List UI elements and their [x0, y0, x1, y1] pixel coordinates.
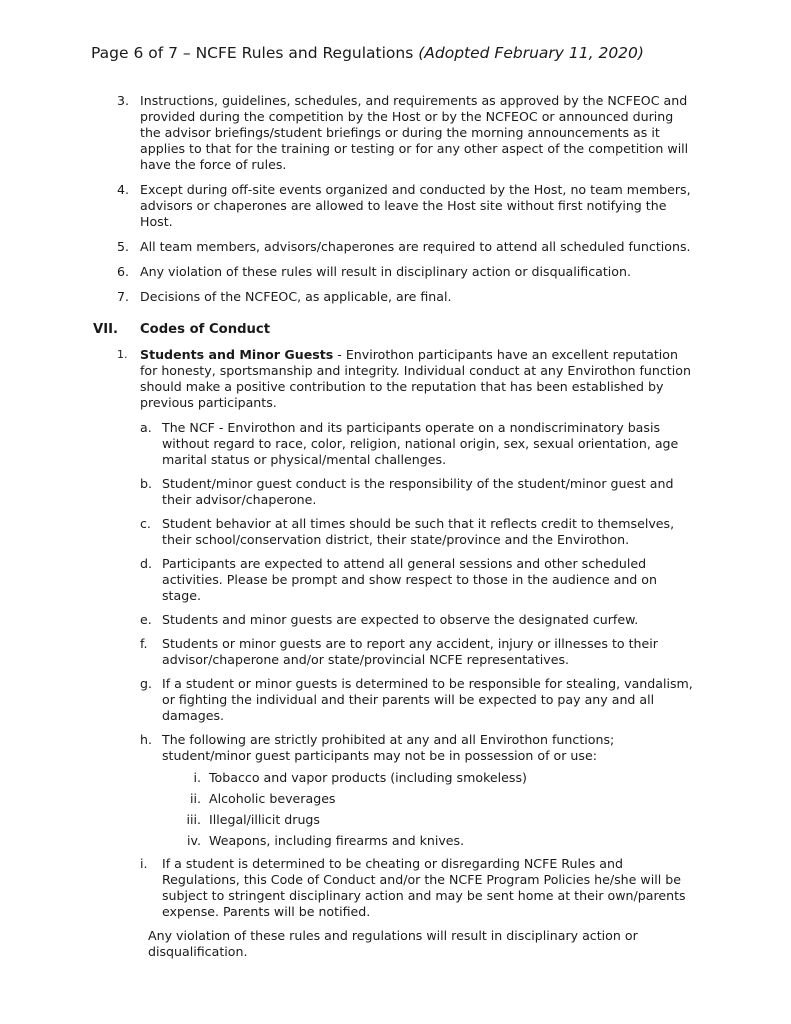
item-letter: b.	[140, 476, 152, 491]
item-letter: c.	[140, 516, 151, 531]
item-text: Student/minor guest conduct is the responsibility of the student/minor guest and their advisor/chaperone.	[162, 476, 674, 507]
rule-number: 4.	[117, 182, 130, 197]
rule-number: 3.	[117, 93, 130, 108]
conduct-item	[0, 476, 697, 508]
item-letter: a.	[140, 420, 152, 435]
conduct-item	[0, 556, 697, 604]
conduct-item	[0, 676, 697, 724]
rule-item	[0, 93, 696, 173]
conduct-item	[0, 420, 697, 468]
prohibited-list	[0, 770, 791, 849]
prohibited-text: Weapons, including firearms and knives.	[209, 833, 465, 848]
subsection-body: - Envirothon participants have an excellent reputation for honesty, sportsmanship and integrity. Individual conduct at any Envirothon function should make a positive contribution to the reputation that has been established by previous participants.	[140, 347, 691, 410]
rule-text: Instructions, guidelines, schedules, and requirements as approved by the NCFEOC and provided during the competition by the Host or by the NCFEOC or announced during the advisor briefings/student briefings or during the morning announcements as it applies to that for the training or testing or for any other aspect of the competition will have the force of rules.	[140, 93, 689, 172]
rule-text: Decisions of the NCFEOC, as applicable, are final.	[140, 289, 452, 304]
item-letter: h.	[140, 732, 152, 747]
document-body	[0, 93, 791, 960]
item-text: Students and minor guests are expected to observe the designated curfew.	[162, 612, 639, 627]
conduct-item	[0, 856, 697, 920]
item-letter: f.	[140, 636, 148, 651]
item-letter: i.	[140, 856, 148, 871]
header-title: Page 6 of 7 – NCFE Rules and Regulations	[91, 44, 419, 62]
section-title: Codes of Conduct	[140, 322, 271, 337]
item-text: Participants are expected to attend all general sessions and other scheduled activities. Please be prompt and show respect to those in the audience and on stage.	[162, 556, 657, 603]
item-text: If a student or minor guests is determined to be responsible for stealing, vandalism, or fighting the individual and their parents will be expected to pay any and all damages.	[162, 676, 693, 723]
prohibited-numeral: iv.	[187, 833, 201, 848]
rule-text: Any violation of these rules will result in disciplinary action or disqualification.	[140, 264, 631, 279]
subsection-text	[140, 347, 696, 411]
prohibited-numeral: i.	[193, 770, 201, 785]
page-header	[91, 43, 644, 63]
conduct-item	[0, 636, 697, 668]
header-adopted-date: (Adopted February 11, 2020)	[418, 44, 644, 62]
item-letter: e.	[140, 612, 152, 627]
rule-text: All team members, advisors/chaperones are required to attend all scheduled functions.	[140, 239, 691, 254]
subsection-title: Students and Minor Guests	[140, 347, 334, 362]
subsection-item	[0, 347, 696, 411]
conduct-item	[0, 612, 697, 628]
subsection-number: 1.	[117, 348, 128, 361]
item-letter: d.	[140, 556, 152, 571]
prohibited-item	[0, 812, 689, 828]
prohibited-numeral: iii.	[186, 812, 201, 827]
conduct-item	[0, 516, 697, 548]
item-text: The following are strictly prohibited at any and all Envirothon functions; student/minor guest participants may not be in possession of or use:	[162, 732, 615, 763]
rule-item	[0, 264, 696, 280]
item-letter: g.	[140, 676, 152, 691]
prohibited-item	[0, 770, 689, 786]
rule-text: Except during off-site events organized and conducted by the Host, no team members, advisors or chaperones are allowed to leave the Host site without first notifying the Host.	[140, 182, 691, 229]
rule-item	[0, 182, 696, 230]
conduct-item	[0, 732, 697, 764]
prohibited-text: Tobacco and vapor products (including smokeless)	[209, 770, 527, 785]
item-text: Student behavior at all times should be such that it reflects credit to themselves, their school/conservation district, their state/province and the Envirothon.	[162, 516, 675, 547]
prohibited-text: Alcoholic beverages	[209, 791, 336, 806]
item-text: If a student is determined to be cheating or disregarding NCFE Rules and Regulations, this Code of Conduct and/or the NCFE Program Policies he/she will be subject to stringent disciplinary action and may be sent home at their own/parents expense. Parents will be notified.	[162, 856, 686, 919]
rule-item	[0, 239, 696, 255]
rule-number: 6.	[117, 264, 130, 279]
item-text: Students or minor guests are to report any accident, injury or illnesses to their advisor/chaperone and/or state/provincial NCFE representatives.	[162, 636, 658, 667]
closing-statement: Any violation of these rules and regulations will result in disciplinary action or disqualification.	[148, 928, 638, 959]
rule-number: 7.	[117, 289, 130, 304]
rule-item	[0, 289, 696, 305]
prohibited-text: Illegal/illicit drugs	[209, 812, 320, 827]
prohibited-numeral: ii.	[189, 791, 201, 806]
prohibited-item	[0, 791, 689, 807]
section-number: VII.	[93, 322, 119, 337]
rule-number: 5.	[117, 239, 130, 254]
prohibited-item	[0, 833, 689, 849]
section-heading	[0, 321, 791, 338]
item-text: The NCF - Envirothon and its participants operate on a nondiscriminatory basis without regard to race, color, religion, national origin, sex, sexual orientation, age marital status or physical/mental challenges.	[162, 420, 679, 467]
